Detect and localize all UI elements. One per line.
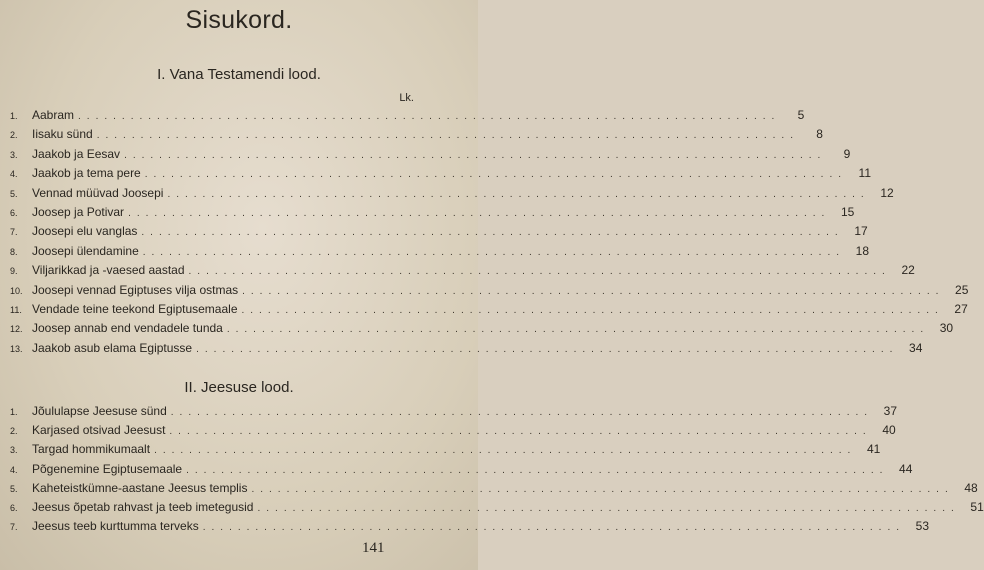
entry-page-number: 51 [970,500,984,514]
page-column-label: Lk. [399,92,414,104]
dot-leader: ................................................................................ [154,445,857,457]
entry-page-number: 48 [964,480,978,495]
toc-entry [10,224,868,244]
toc-entry [10,302,968,322]
entry-title: Karjased otsivad Jeesust [32,423,166,438]
dot-leader: ................................................................................ [202,522,905,534]
entry-page-number: 30 [939,321,954,336]
dot-leader: ................................................................................ [144,169,847,181]
entry-title: Joosepi ülendamine [32,243,139,258]
entry-page-number: 40 [882,423,896,438]
entry-page-number: 5 [797,108,805,122]
toc-entry [10,243,870,264]
entry-title: Vennad müüvad Joosepi [32,185,164,200]
entry-number: 2. [10,130,18,141]
toc-entry [10,340,923,361]
entry-page-number: 18 [855,243,870,258]
page-title: Sisukord. [185,6,293,34]
dot-leader: ................................................................................ [141,227,844,239]
section-title-old-testament: I. Vana Testamendi lood. [157,66,321,83]
entry-page-number: 11 [858,166,871,181]
entry-title: Iisaku sünd [32,127,93,142]
entry-number: 4. [10,464,18,475]
dot-leader: ................................................................................ [188,266,891,278]
dot-leader: ................................................................................ [251,483,954,495]
toc-entry [10,146,851,167]
entry-number: 11. [10,305,22,315]
entry-title: Jeesus teeb kurttumma terveks [32,519,199,534]
entry-title: Joosep ja Potivar [32,205,125,219]
entry-title: Viljarikkad ja -vaesed aastad [32,263,185,278]
toc-entry [10,480,978,501]
entry-title: Jeesus õpetab rahvast ja teeb imetegusid [32,500,254,514]
toc-entry [10,519,929,539]
entry-title: Aabram [32,108,75,122]
dot-leader: ................................................................................ [124,149,827,161]
dot-leader: ................................................................................ [78,111,781,122]
toc-entry [10,127,823,147]
dot-leader: ................................................................................ [128,208,831,219]
entry-number: 5. [10,483,18,494]
entry-number: 6. [10,503,18,513]
entry-title: Jõululapse Jeesuse sünd [32,404,167,418]
toc-entry [10,321,954,341]
entry-number: 2. [10,426,18,437]
dot-leader: ................................................................................ [241,305,944,316]
entry-number: 1. [10,111,18,121]
entry-number: 10. [10,285,23,296]
entry-number: 3. [10,445,18,456]
entry-title: Põgenemine Egiptusemaale [32,461,183,476]
entry-page-number: 15 [840,205,855,219]
entry-number: 7. [10,227,18,238]
dot-leader: ................................................................................ [169,426,872,438]
entry-number: 3. [10,149,18,160]
toc-entry [10,205,855,225]
entry-title: Joosepi vennad Egiptuses vilja ostmas [32,282,239,297]
entry-page-number: 41 [866,442,881,457]
toc-entry [10,404,898,424]
dot-leader: ................................................................................ [170,407,874,418]
entry-number: 9. [10,266,18,277]
toc-entry [10,263,915,283]
entry-number: 6. [10,208,18,218]
dot-leader: ................................................................................ [257,503,960,514]
entry-page-number: 53 [915,519,929,534]
dot-leader: ................................................................................ [242,285,945,297]
entry-number: 1. [10,407,18,417]
entry-number: 8. [10,246,18,257]
entry-page-number: 22 [901,263,915,278]
entry-title: Jaakob asub elama Egiptusse [32,340,193,355]
toc-entry [10,108,805,128]
entry-number: 12. [10,324,23,335]
entry-page-number: 37 [883,404,898,418]
entry-title: Targad hommikumaalt [32,442,151,457]
toc-entry [10,282,969,303]
toc-entry [10,166,871,186]
entry-title: Joosepi elu vanglas [32,224,138,239]
toc-entry [10,442,881,462]
entry-number: 5. [10,188,18,199]
dot-leader: ................................................................................ [96,130,799,142]
entry-page-number: 44 [899,461,913,476]
entry-title: Vendade teine teekond Egiptusemaale [32,302,238,316]
entry-number: 7. [10,522,18,533]
entry-page-number: 25 [955,282,969,297]
entry-title: Kaheteistkümne-aastane Jeesus templis [32,480,248,495]
entry-number: 13. [10,343,23,354]
toc-entry [10,185,894,206]
dot-leader: ................................................................................ [186,464,889,476]
toc-entry [10,423,896,443]
entry-page-number: 12 [880,185,894,200]
entry-page-number: 8 [816,127,823,142]
entry-number: 4. [10,169,18,180]
entry-page-number: 27 [954,302,968,316]
dot-leader: ................................................................................ [196,343,899,355]
dot-leader: ................................................................................ [167,188,870,200]
toc-entry [10,500,984,520]
entry-page-number: 9 [843,146,851,161]
entry-page-number: 34 [909,340,923,355]
toc-entry [10,461,913,482]
entry-page-number: 17 [854,224,868,239]
entry-title: Jaakob ja tema pere [32,166,141,181]
dot-leader: ................................................................................ [226,324,930,336]
dot-leader: ................................................................................ [142,246,846,258]
entry-title: Jaakob ja Eesav [32,146,121,161]
entry-title: Joosep annab end vendadele tunda [32,321,223,336]
page-number: 141 [362,540,385,556]
section-title-jesus: II. Jeesuse lood. [184,379,294,396]
